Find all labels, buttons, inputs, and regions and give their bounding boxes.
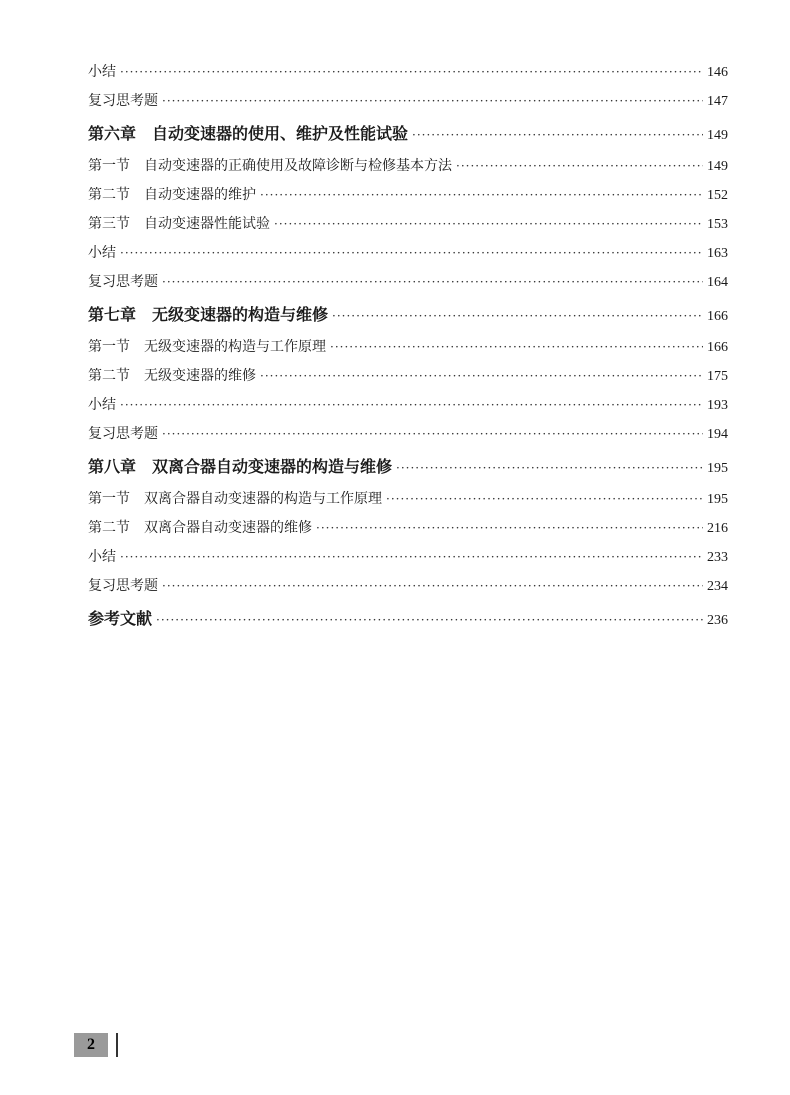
dot-leader xyxy=(162,572,703,601)
toc-chapter[interactable] xyxy=(88,116,728,152)
toc-page-number: 234 xyxy=(707,579,728,594)
toc-page-number: 152 xyxy=(707,188,728,203)
toc-entry[interactable] xyxy=(88,58,728,87)
toc-entry-title: 第一节 双离合器自动变速器的构造与工作原理 xyxy=(88,491,382,507)
toc-page-number: 233 xyxy=(707,550,728,565)
toc-entry-title: 第二节 双离合器自动变速器的维修 xyxy=(88,520,312,536)
dot-leader xyxy=(332,298,703,334)
toc-chapter[interactable] xyxy=(88,297,728,333)
toc-page-number: 166 xyxy=(707,340,728,355)
toc-entry[interactable] xyxy=(88,420,728,449)
dot-leader xyxy=(162,420,703,449)
toc-page-number: 195 xyxy=(707,492,728,507)
dot-leader xyxy=(456,152,703,181)
toc-entry[interactable] xyxy=(88,210,728,239)
toc-entry-title: 小结 xyxy=(88,549,116,565)
toc-chapter-title: 参考文献 xyxy=(88,609,153,628)
toc-page-number: 216 xyxy=(707,521,728,536)
dot-leader xyxy=(396,450,703,486)
dot-leader xyxy=(412,117,703,153)
toc-page-number: 146 xyxy=(707,65,728,80)
toc-page-number: 149 xyxy=(707,159,728,174)
dot-leader xyxy=(260,181,703,210)
toc-entry-title: 小结 xyxy=(88,64,116,80)
dot-leader xyxy=(120,543,703,572)
toc-chapter-title: 第六章 自动变速器的使用、维护及性能试验 xyxy=(88,124,409,143)
toc-page-number: 195 xyxy=(707,461,728,476)
toc-entry[interactable] xyxy=(88,485,728,514)
toc-entry-title: 第二节 自动变速器的维护 xyxy=(88,187,256,203)
toc-entry[interactable] xyxy=(88,87,728,116)
dot-leader xyxy=(156,602,703,638)
dot-leader xyxy=(316,514,703,543)
toc-page-number: 175 xyxy=(707,369,728,384)
toc-entry[interactable] xyxy=(88,333,728,362)
toc-entry[interactable] xyxy=(88,362,728,391)
toc-entry-title: 小结 xyxy=(88,397,116,413)
toc-page-number: 153 xyxy=(707,217,728,232)
toc-entry-title: 复习思考题 xyxy=(88,274,158,290)
folio-divider xyxy=(116,1033,118,1057)
dot-leader xyxy=(120,391,703,420)
toc-entry[interactable] xyxy=(88,181,728,210)
toc-entry[interactable] xyxy=(88,572,728,601)
toc-entry-title: 第一节 自动变速器的正确使用及故障诊断与检修基本方法 xyxy=(88,158,452,174)
toc-entry-title: 第二节 无级变速器的维修 xyxy=(88,368,256,384)
table-of-contents xyxy=(88,58,728,637)
dot-leader xyxy=(386,485,703,514)
toc-entry[interactable] xyxy=(88,268,728,297)
toc-page-number: 147 xyxy=(707,94,728,109)
toc-page-number: 163 xyxy=(707,246,728,261)
page-number: 2 xyxy=(74,1033,108,1057)
toc-entry-title: 第三节 自动变速器性能试验 xyxy=(88,216,270,232)
dot-leader xyxy=(260,362,703,391)
toc-entry[interactable] xyxy=(88,152,728,181)
toc-entry[interactable] xyxy=(88,543,728,572)
toc-entry[interactable] xyxy=(88,391,728,420)
toc-entry-title: 复习思考题 xyxy=(88,93,158,109)
toc-chapter[interactable] xyxy=(88,449,728,485)
page-folio xyxy=(74,1033,118,1057)
toc-entry[interactable] xyxy=(88,239,728,268)
toc-page-number: 166 xyxy=(707,309,728,324)
toc-entry-title: 小结 xyxy=(88,245,116,261)
dot-leader xyxy=(330,333,703,362)
toc-page-number: 236 xyxy=(707,613,728,628)
toc-chapter-title: 第七章 无级变速器的构造与维修 xyxy=(88,305,329,324)
dot-leader xyxy=(162,268,703,297)
toc-page-number: 149 xyxy=(707,128,728,143)
toc-page-number: 164 xyxy=(707,275,728,290)
toc-chapter-title: 第八章 双离合器自动变速器的构造与维修 xyxy=(88,457,393,476)
dot-leader xyxy=(162,87,703,116)
toc-entry-title: 复习思考题 xyxy=(88,578,158,594)
toc-entry-title: 第一节 无级变速器的构造与工作原理 xyxy=(88,339,326,355)
toc-entry-title: 复习思考题 xyxy=(88,426,158,442)
toc-entry[interactable] xyxy=(88,514,728,543)
dot-leader xyxy=(120,58,703,87)
dot-leader xyxy=(120,239,703,268)
toc-page-number: 193 xyxy=(707,398,728,413)
dot-leader xyxy=(274,210,703,239)
toc-chapter[interactable] xyxy=(88,601,728,637)
toc-page-number: 194 xyxy=(707,427,728,442)
